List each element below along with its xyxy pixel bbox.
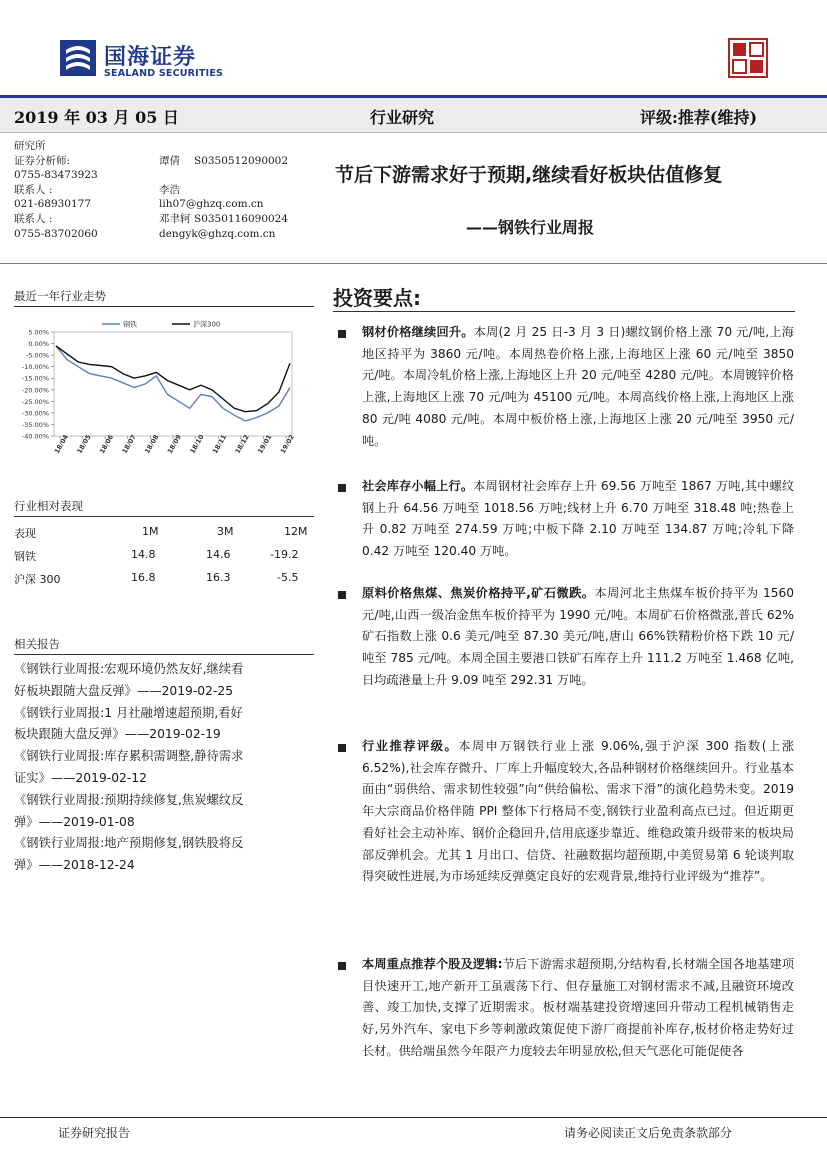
y-tick-label: -30.00%	[21, 409, 49, 418]
footer-label: 证券研究报告	[58, 1126, 131, 1140]
x-tick-label: 18/06	[98, 433, 116, 455]
bullet-icon	[338, 484, 346, 492]
table-row: 沪深 300 16.8 16.3 -5.5	[14, 571, 299, 586]
report-link[interactable]: 《钢铁行业周报:宏观环境仍然友好,继续看	[14, 662, 244, 676]
point-stock-picks: 本周重点推荐个股及逻辑:节后下游需求超预期,分结构看,长材端全国各地基建项目快速开工,地产新开工虽震荡下行、但存量施工对钢材需求不减,且融资环境改善、竣工加快,支撑了近期需求。板材端基建投资增速回升带动工程机械销售走好,另外汽车、家电下乡等刺激政策促使下游厂商提前补库存,板材价格走势好过长材。供给端虽然今年限产力度较去年明显放松,但天气恶化可能促使各	[362, 957, 795, 1058]
dept-label: 研究所	[14, 140, 46, 152]
report-link[interactable]: 板块跟随大盘反弹》——2019-02-19	[14, 727, 221, 742]
email-link[interactable]: dengyk@ghzq.com.cn	[159, 227, 276, 240]
contact-row: 0755-83702060 dengyk@ghzq.com.cn	[14, 227, 276, 240]
table-header-row: 表现 1M 3M 12M	[14, 525, 308, 540]
industry-trend-chart	[12, 318, 302, 468]
point-raw-material: 原料价格焦煤、焦炭价格持平,矿石微跌。本周河北主焦煤车板价持平为 1560 元/吨,山西一级冶金焦车板价持平为 1990 元/吨。本周矿石价格微涨,普氏 62%矿石指数上涨 0.6 美元/吨至 87.30 美元/吨,唐山 66%铁精粉价格下跌 10 元/吨至 785 元/吨。本周全国主要港口铁矿石库存上升 111.2 万吨至 1.468 亿吨,日均疏港量上升 9.09 吨至 292.31 万吨。	[362, 586, 794, 687]
table-row: 钢铁 14.8 14.6 -19.2	[14, 548, 299, 563]
report-link[interactable]: 好板块跟随大盘反弹》——2019-02-25	[14, 683, 234, 698]
y-tick-label: -40.00%	[21, 432, 49, 441]
y-tick-label: -20.00%	[21, 386, 49, 395]
report-link[interactable]: 弹》——2019-01-08	[14, 814, 135, 829]
section-rule	[14, 306, 314, 307]
plot-frame	[54, 332, 292, 436]
section-rule	[14, 516, 314, 517]
x-tick-label: 19/01	[256, 433, 274, 455]
email-link[interactable]: lih07@ghzq.com.cn	[159, 198, 264, 211]
report-link[interactable]: 《钢铁行业周报:1 月社融增速超预期,看好	[14, 705, 243, 720]
analyst-contacts	[14, 139, 314, 241]
header-divider	[0, 263, 827, 264]
footer-divider	[0, 1117, 827, 1118]
x-tick-label: 18/05	[75, 433, 93, 455]
x-tick-label: 18/10	[188, 433, 206, 455]
sealand-logo-icon	[60, 40, 96, 76]
bullet-icon	[338, 330, 346, 338]
contact-row: 联系人 : 邓聿轲 S0350116090024	[14, 212, 289, 225]
point-steel-prices: 钢材价格继续回升。本周(2 月 25 日-3 月 3 日)螺纹钢价格上涨 70 元/吨,上海地区持平为 3860 元/吨。本周热卷价格上涨,上海地区上涨 60 元/吨至 3850 元/吨。本周冷轧价格上涨,上海地区上升 20 元/吨至 4280 元/吨。本周镀锌价格上涨,上海地区上涨 70 元/吨为 45100 元/吨。本周高线价格上涨,上海地区上涨 80 元/吨 4080 元/吨。本周中板价格上涨,上海地区上涨 20 元/吨至 3950 元/吨。	[362, 325, 794, 448]
investment-highlights-title: 投资要点:	[333, 286, 421, 310]
x-tick-label: 18/08	[143, 433, 161, 455]
y-tick-label: -5.00%	[26, 351, 49, 360]
trend-label: 最近一年行业走势	[14, 289, 106, 303]
x-tick-label: 18/11	[211, 433, 229, 455]
report-category: 行业研究	[370, 108, 435, 127]
x-tick-label: 18/04	[52, 433, 70, 455]
contact-row: 021-68930177 lih07@ghzq.com.cn	[14, 198, 264, 211]
contact-row: 0755-83473923	[14, 169, 98, 182]
report-link[interactable]: 《钢铁行业周报:地产预期修复,钢铁股将反	[14, 836, 244, 851]
section-rule	[333, 311, 795, 312]
y-tick-label: -25.00%	[21, 397, 49, 406]
report-link[interactable]: 《钢铁行业周报:预期持续修复,焦炭螺纹反	[14, 792, 244, 807]
report-subtitle: ——钢铁行业周报	[466, 218, 595, 237]
x-tick-label: 19/02	[278, 433, 296, 455]
y-tick-label: -10.00%	[21, 363, 49, 372]
bullet-icon	[338, 591, 346, 599]
report-date: 2019 年 03 月 05 日	[14, 108, 179, 127]
report-link[interactable]: 《钢铁行业周报:库存累积需调整,静待需求	[14, 749, 244, 764]
y-tick-label: -15.00%	[21, 374, 49, 383]
contact-row: 联系人 : 李浩	[14, 183, 180, 196]
report-header-bar	[0, 95, 827, 133]
y-tick-label: 5.00%	[28, 328, 49, 337]
related-reports-label: 相关报告	[14, 637, 60, 651]
performance-table	[14, 521, 306, 590]
point-social-inventory: 社会库存小幅上行。本周钢材社会库存上升 69.56 万吨至 1867 万吨,其中螺纹钢上升 64.56 万吨至 1018.56 万吨;线材上升 6.70 万吨至 318.48 吨;热卷上升 0.82 万吨至 274.59 万吨;中板下降 2.10 万吨至 134.87 万吨;冷轧下降 0.42 万吨至 120.40 万吨。	[362, 479, 795, 559]
contact-row: 证券分析师: 谭倩 S0350512090002	[14, 154, 289, 167]
research-institute-seal-icon	[728, 38, 768, 78]
logo-english-name: SEALAND SECURITIES	[104, 68, 224, 79]
dept-row	[14, 139, 314, 154]
industry-rating: 评级:推荐(维持)	[640, 108, 758, 127]
x-tick-label: 18/12	[233, 433, 251, 455]
related-reports-list	[14, 659, 314, 877]
report-title: 节后下游需求好于预期,继续看好板块估值修复	[335, 164, 723, 186]
disclaimer-notice[interactable]: 请务必阅读正文后免责条款部分	[564, 1126, 733, 1140]
x-tick-label: 18/07	[120, 433, 138, 455]
bullet-icon	[338, 744, 346, 752]
section-rule	[14, 654, 314, 655]
legend-label: 钢铁	[123, 320, 137, 329]
series-line-1	[56, 346, 290, 412]
bullet-icon	[338, 962, 346, 970]
logo-chinese-name: 国海证券	[104, 45, 197, 70]
y-tick-label: -35.00%	[21, 420, 49, 429]
y-tick-label: 0.00%	[28, 340, 49, 349]
report-link[interactable]: 弹》——2018-12-24	[14, 858, 135, 873]
x-tick-label: 18/09	[165, 433, 183, 455]
point-industry-rating: 行业推荐评级。本周申万钢铁行业上涨 9.06%,强于沪深 300 指数(上涨 6.52%),社会库存微升、厂库上升幅度较大,各品种钢材价格继续回升。行业基本面由“弱供给、需求韧性较强”向“供给偏松、需求下滑”的演化趋势未变。2019 年大宗商品价格伴随 PPI 整体下行格局不变,钢铁行业盈利高点已过。但近期更看好社会主动补库、钢价企稳回升,信用底逐步靠近、维稳政策升级带来的板块局部反弹机会。尤其 1 月出口、信贷、社融数据均超预期,中美贸易第 6 轮谈判取得突破性进展,为市场延续反弹奠定良好的宏观背景,维持行业评级为“推荐”。	[362, 739, 795, 884]
legend-label: 沪深300	[193, 320, 221, 329]
report-link[interactable]: 证实》——2019-02-12	[14, 770, 147, 785]
performance-label: 行业相对表现	[14, 499, 83, 513]
